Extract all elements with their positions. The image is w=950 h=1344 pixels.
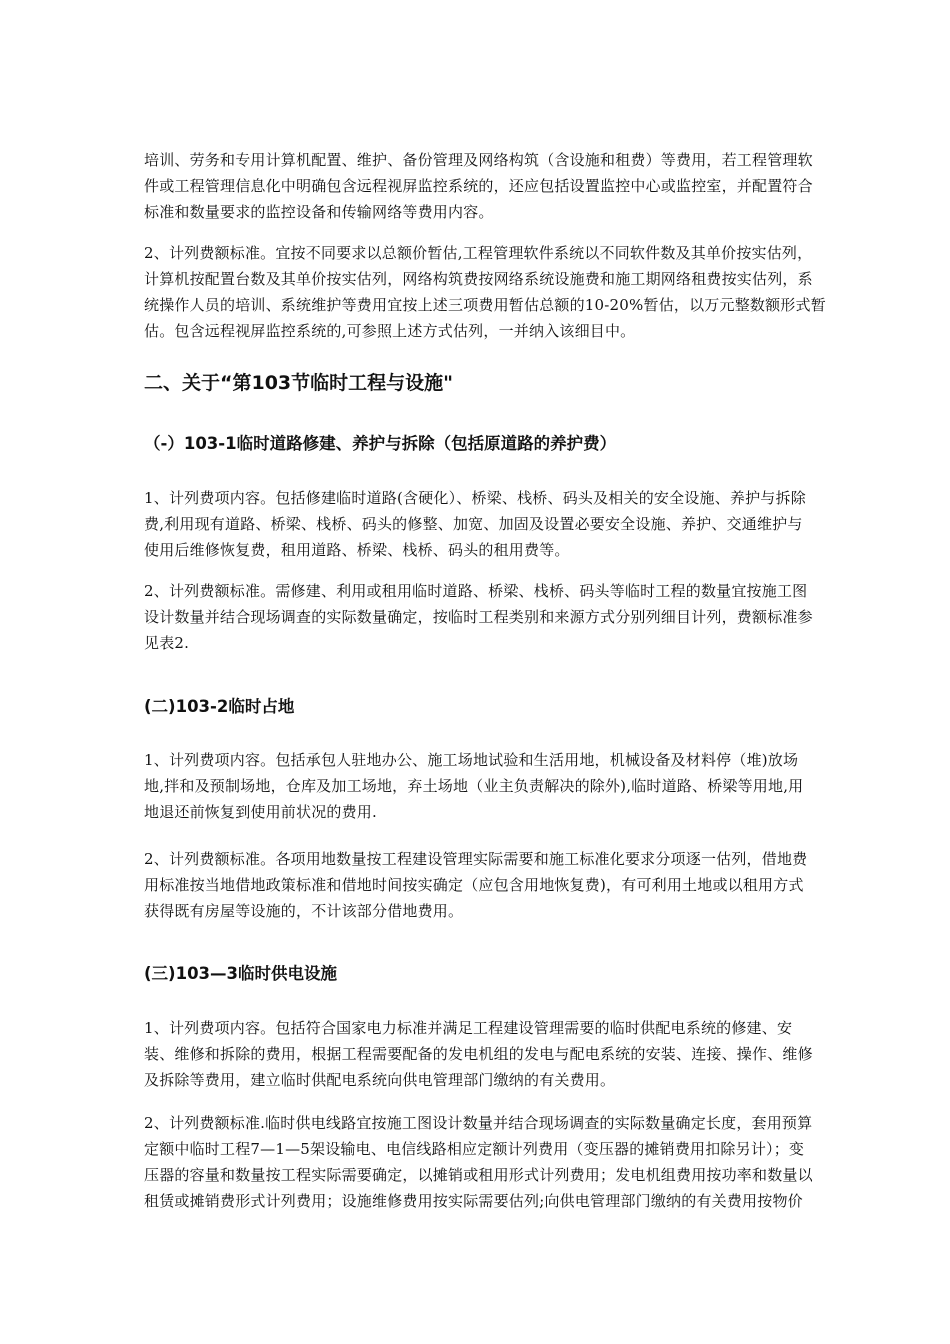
text-line: 用标准按当地借地政策标准和借地时间按实确定（应包含用地恢复费)，有可利用土地或以租用方式: [144, 876, 804, 894]
text-line: 估。包含远程视屏监控系统的,可参照上述方式估列，一并纳入该细目中。: [144, 322, 636, 340]
text-line: 租赁或摊销费形式计列费用；设施维修费用按实际需要估列;向供电管理部门缴纳的有关费用按物价: [144, 1192, 803, 1210]
text-line: 统操作人员的培训、系统维护等费用宜按上述三项费用暂估总额的10-20%暂估，以万元整数额形式暂: [144, 296, 826, 314]
text-line: 及拆除等费用，建立临时供配电系统向供电管理部门缴纳的有关费用。: [144, 1071, 616, 1089]
subsection-heading-103-3: (三)103—3临时供电设施: [144, 964, 338, 983]
text-line: 标准和数量要求的监控设备和传输网络等费用内容。: [144, 203, 494, 221]
text-line: 1、计列费项内容。包括承包人驻地办公、施工场地试验和生活用地，机械设备及材料停（堆)放场: [144, 751, 799, 769]
text-line: 2、计列费额标准.临时供电线路宜按施工图设计数量并结合现场调查的实际数量确定长度，套用预算: [144, 1114, 813, 1132]
text-line: 2、计列费额标准。各项用地数量按工程建设管理实际需要和施工标准化要求分项逐一估列，借地费: [144, 850, 808, 868]
paragraph-103-1-items: [144, 485, 884, 563]
paragraph-103-1-standard: [144, 578, 884, 656]
subsection-heading-103-1: （-）103-1临时道路修建、养护与拆除（包括原道路的养护费）: [144, 434, 617, 453]
text-line: 费,利用现有道路、桥梁、栈桥、码头的修整、加宽、加固及设置必要安全设施、养护、交通维护与: [144, 515, 803, 533]
text-line: 件或工程管理信息化中明确包含远程视屏监控系统的，还应包括设置监控中心或监控室，并配置符合: [144, 177, 813, 195]
text-line: 地,拌和及预制场地，仓库及加工场地，弃土场地（业主负责解决的除外),临时道路、桥梁等用地,用: [144, 777, 804, 795]
text-line: 2、计列费额标准。宜按不同要求以总额价暂估,工程管理软件系统以不同软件数及其单价按实估列，: [144, 244, 813, 262]
text-line: 压器的容量和数量按工程实际需要确定，以摊销或租用形式计列费用；发电机组费用按功率和数量以: [144, 1166, 813, 1184]
text-line: 地退还前恢复到使用前状况的费用.: [144, 803, 377, 821]
text-line: 1、计列费项内容。包括符合国家电力标准并满足工程建设管理需要的临时供配电系统的修建、安: [144, 1019, 793, 1037]
text-line: 获得既有房屋等设施的，不计该部分借地费用。: [144, 902, 464, 920]
paragraph-103-2-standard: [144, 846, 884, 924]
text-line: 设计数量并结合现场调查的实际数量确定，按临时工程类别和来源方式分别列细目计列，费额标准参: [144, 608, 813, 626]
paragraph-network-costs: [144, 147, 884, 225]
section-heading-103: 二、关于“第103节临时工程与设施": [144, 372, 454, 394]
text-line: 装、维修和拆除的费用，根据工程需要配备的发电机组的发电与配电系统的安装、连接、操作、维修: [144, 1045, 813, 1063]
paragraph-103-3-items: [144, 1015, 884, 1093]
text-line: 定额中临时工程7—1—5架设输电、电信线路相应定额计列费用（变压器的摊销费用扣除另计）；变: [144, 1140, 805, 1158]
text-line: 2、计列费额标准。需修建、利用或租用临时道路、桥梁、栈桥、码头等临时工程的数量宜按施工图: [144, 582, 808, 600]
text-line: 计算机按配置台数及其单价按实估列，网络构筑费按网络系统设施费和施工期网络租费按实估列，系: [144, 270, 813, 288]
subsection-heading-103-2: (二)103-2临时占地: [144, 697, 295, 716]
text-line: 见表2.: [144, 634, 190, 652]
paragraph-103-2-items: [144, 747, 884, 825]
paragraph-103-3-standard: [144, 1110, 884, 1214]
text-line: 1、计列费项内容。包括修建临时道路(含硬化）、桥梁、栈桥、码头及相关的安全设施、养护与拆除: [144, 489, 806, 507]
text-line: 培训、劳务和专用计算机配置、维护、备份管理及网络构筑（含设施和租费）等费用，若工程管理软: [144, 151, 813, 169]
paragraph-fee-standard-software: [144, 240, 884, 344]
text-line: 使用后维修恢复费，租用道路、桥梁、栈桥、码头的租用费等。: [144, 541, 570, 559]
